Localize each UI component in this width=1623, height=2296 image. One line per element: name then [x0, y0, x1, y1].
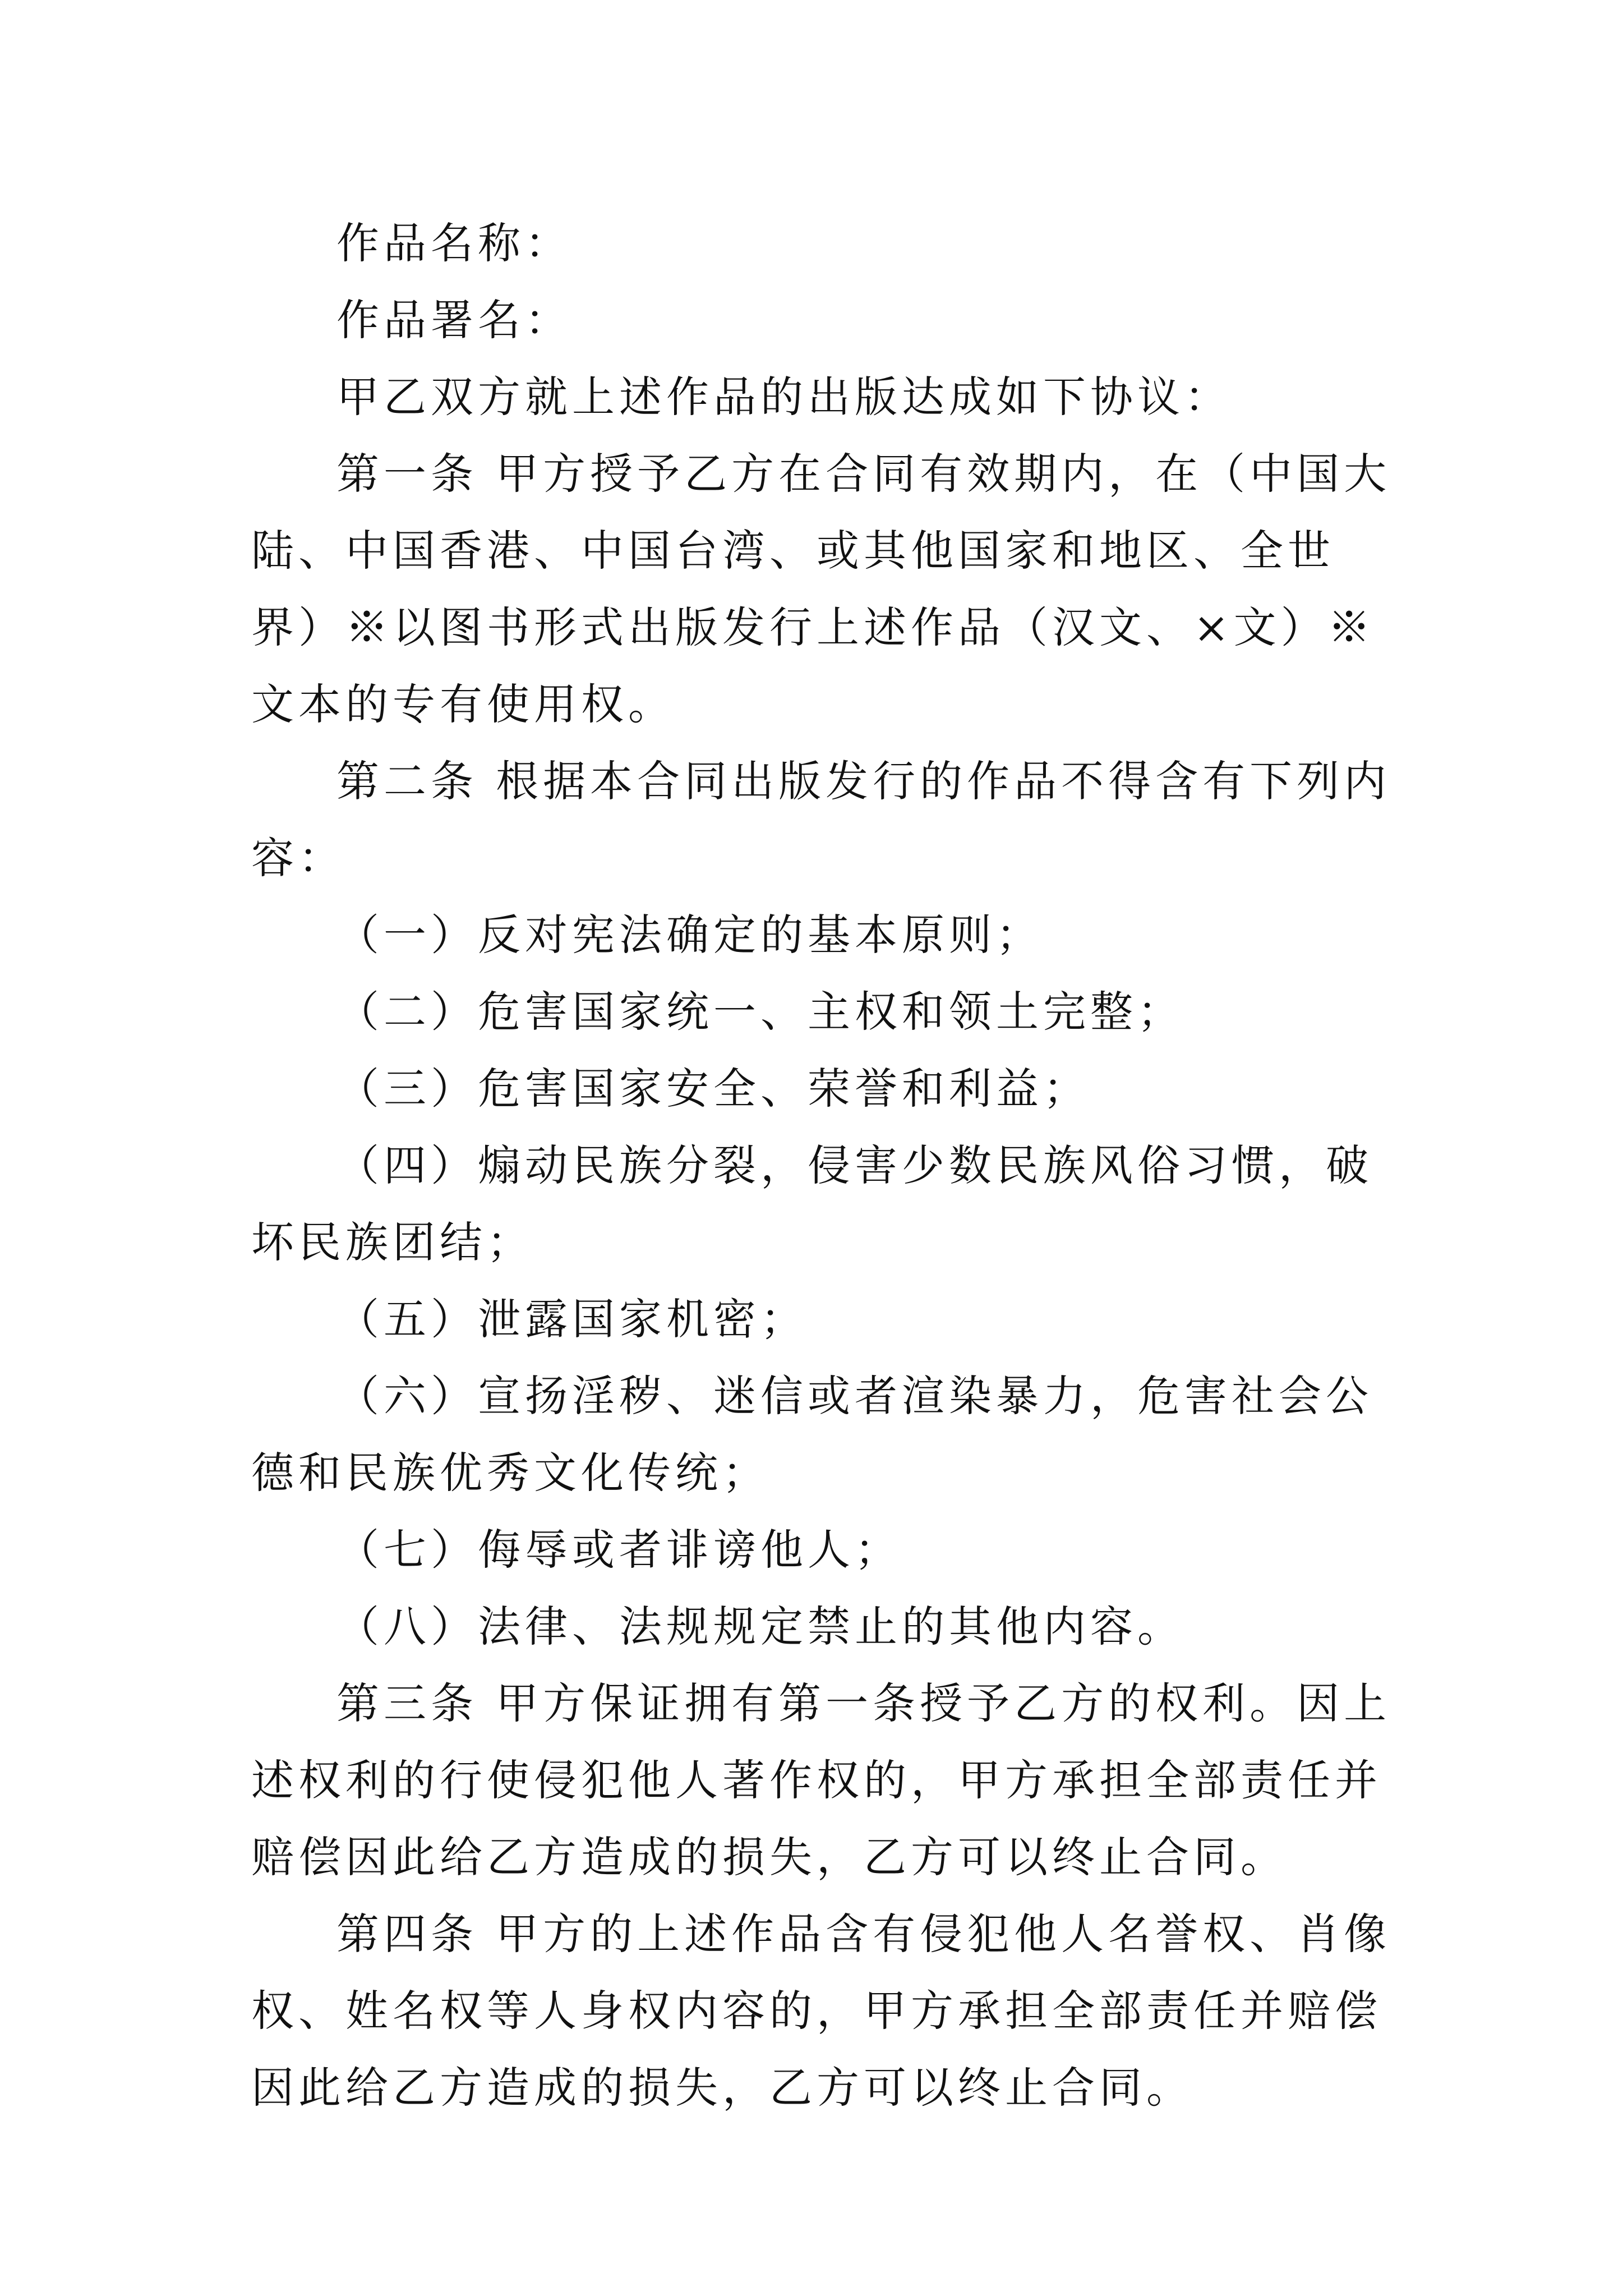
document-body	[251, 205, 1407, 2126]
article-2-item-7: （七）侮辱或者诽谤他人；	[336, 1525, 902, 1575]
article-2-item-6: （六）宣扬淫秽、迷信或者渲染暴力，危害社会公德和民族优秀文化传统；	[251, 1371, 1373, 1498]
article-3: 第三条 甲方保证拥有第一条授予乙方的权利。因上述权利的行使侵犯他人著作权的，甲方承担全部责任并赔偿因此给乙方造成的损失，乙方可以终止合同。	[251, 1678, 1391, 1882]
article-2-item-8: （八）法律、法规规定禁止的其他内容。	[336, 1602, 1184, 1651]
article-2-item-2: （二）危害国家统一、主权和领土完整；	[336, 987, 1184, 1037]
article-2: 第二条 根据本合同出版发行的作品不得含有下列内容：	[251, 756, 1391, 883]
article-1: 第一条 甲方授予乙方在合同有效期内，在（中国大陆、中国香港、中国台湾、或其他国家和地区、全世界）※以图书形式出版发行上述作品（汉文、×文）※文本的专有使用权。	[251, 449, 1391, 729]
work-author-line: 作品署名：	[336, 295, 572, 345]
article-2-item-3: （三）危害国家安全、荣誉和利益；	[336, 1064, 1090, 1114]
article-2-item-1: （一）反对宪法确定的基本原则；	[336, 910, 1043, 960]
article-2-item-4: （四）煽动民族分裂，侵害少数民族风俗习惯，破坏民族团结；	[251, 1140, 1373, 1267]
work-title-line: 作品名称：	[336, 218, 572, 268]
article-4: 第四条 甲方的上述作品含有侵犯他人名誉权、肖像权、姓名权等人身权内容的，甲方承担全部责任并赔偿因此给乙方造成的损失，乙方可以终止合同。	[251, 1909, 1391, 2113]
article-2-item-5: （五）泄露国家机密；	[336, 1294, 808, 1344]
agreement-intro: 甲乙双方就上述作品的出版达成如下协议：	[336, 372, 1232, 422]
